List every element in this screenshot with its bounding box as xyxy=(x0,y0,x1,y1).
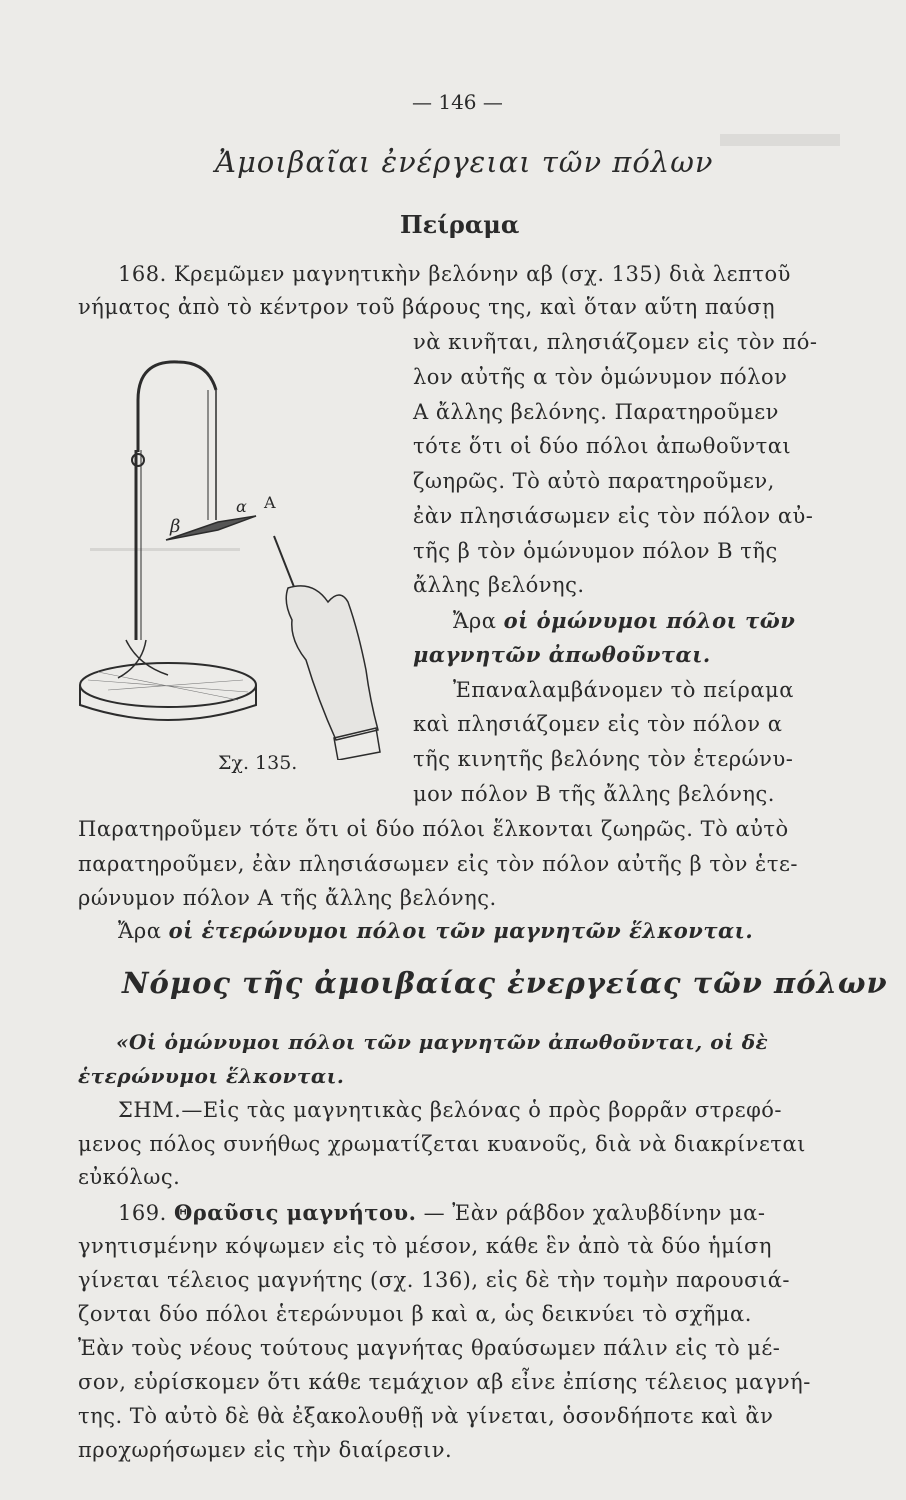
section-title: Ἀμοιβαῖαι ἐνέργειαι τῶν πόλων xyxy=(215,145,714,179)
conclusion-prefix: Ἄρα xyxy=(453,609,497,633)
para169-line: γίνεται τέλειος μαγνήτης (σχ. 136), εἰς δὲ τὴν τομὴν παρουσιά- xyxy=(78,1268,791,1292)
note-line: ΣΗΜ.—Εἰς τὰς μαγνητικὰς βελόνας ὁ πρὸς βορρᾶν στρεφό- xyxy=(118,1098,783,1122)
law-text-line: «Οἱ ὁμώνυμοι πόλοι τῶν μαγνητῶν ἀπωθοῦνται, οἱ δὲ xyxy=(116,1030,769,1054)
para169-line: προχωρήσωμεν εἰς τὴν διαίρεσιν. xyxy=(78,1438,453,1462)
hand xyxy=(286,586,378,740)
law-text-line: ἑτερώνυμοι ἕλκονται. xyxy=(78,1064,345,1088)
repeat-line: Ἐπαναλαμβάνομεν τὸ πείραμα xyxy=(453,678,794,702)
conclusion-2 xyxy=(118,918,753,943)
stand-knob xyxy=(132,454,144,466)
para169-line: της. Τὸ αὐτὸ δὲ θὰ ἐξακολουθῇ νὰ γίνεται, ὁσονδήποτε καὶ ἂν xyxy=(78,1404,774,1428)
conclusion-1-line2: μαγνητῶν ἀπωθοῦνται. xyxy=(413,642,711,667)
para168-full-line: ρώνυμον πόλον Α τῆς ἄλλης βελόνης. xyxy=(78,886,497,910)
conclusion-prefix: Ἄρα xyxy=(118,919,162,943)
para168-right-line: τῆς β τὸν ὁμώνυμον πόλον Β τῆς xyxy=(413,539,778,563)
para169-line: Ἐὰν τοὺς νέους τούτους μαγνήτας θραύσωμεν πάλιν εἰς τὸ μέ- xyxy=(78,1336,781,1360)
bleed-through-mark xyxy=(720,134,840,146)
conclusion-text: οἱ ἑτερώνυμοι πόλοι τῶν μαγνητῶν ἕλκονται. xyxy=(168,918,754,943)
para168-full-line: Παρατηροῦμεν τότε ὅτι οἱ δύο πόλοι ἕλκονται ζωηρῶς. Τὸ αὐτὸ xyxy=(78,817,789,841)
para168-line: 168. Κρεμῶμεν μαγνητικὴν βελόνην αβ (σχ. 135) διὰ λεπτοῦ xyxy=(118,262,791,286)
label-b: β xyxy=(170,516,181,537)
para169-line1-rest: — Ἐὰν ράβδον χαλυβδίνην μα- xyxy=(423,1201,766,1225)
para169-line: σον, εὑρίσκομεν ὅτι κάθε τεμάχιον αβ εἶνε ἐπίσης τέλειος μαγνή- xyxy=(78,1370,811,1394)
figure-135 xyxy=(78,340,408,760)
base-hatching xyxy=(88,672,248,700)
para169-number: 169. xyxy=(118,1201,167,1225)
second-needle xyxy=(274,536,296,592)
note-line: εὐκόλως. xyxy=(78,1165,181,1189)
conclusion-1 xyxy=(453,608,795,633)
figure-caption: Σχ. 135. xyxy=(218,752,298,774)
base-block-side xyxy=(80,685,256,720)
para169-line: γνητισμένην κόψωμεν εἰς τὸ μέσον, κάθε ἓν ἀπὸ τὰ δύο ἡμίση xyxy=(78,1234,772,1258)
para168-right-line: ζωηρῶς. Τὸ αὐτὸ παρατηροῦμεν, xyxy=(413,469,775,493)
para168-right-line: ἐὰν πλησιάσωμεν εἰς τὸν πόλον αὐ- xyxy=(413,504,814,528)
para169-first-line xyxy=(118,1200,765,1225)
conclusion-text: οἱ ὁμώνυμοι πόλοι τῶν xyxy=(503,608,796,633)
page-number: — 146 — xyxy=(412,90,503,114)
stand-hook xyxy=(138,362,216,452)
law-heading: Νόμος τῆς ἀμοιβαίας ἐνεργείας τῶν πόλων xyxy=(122,966,888,1000)
para168-line: νήματος ἀπὸ τὸ κέντρον τοῦ βάρους της, καὶ ὅταν αὕτη παύσῃ xyxy=(78,295,776,319)
para168-right-line: τότε ὅτι οἱ δύο πόλοι ἀπωθοῦνται xyxy=(413,434,792,458)
para168-right-line: Α ἄλλης βελόνης. Παρατηροῦμεν xyxy=(413,400,779,424)
label-A: Α xyxy=(264,493,276,512)
stand-foot xyxy=(118,640,168,678)
base-block xyxy=(80,663,256,707)
repeat-line: καὶ πλησιάζομεν εἰς τὸν πόλον α xyxy=(413,712,783,736)
para168-full-line: παρατηροῦμεν, ἐὰν πλησιάσωμεν εἰς τὸν πόλον αὐτῆς β τὸν ἑτε- xyxy=(78,852,798,876)
para168-right-line: λον αὐτῆς α τὸν ὁμώνυμον πόλον xyxy=(413,365,788,389)
para169-line: ζονται δύο πόλοι ἑτερώνυμοι β καὶ α, ὡς δεικνύει τὸ σχῆμα. xyxy=(78,1302,752,1326)
para168-right-line: νὰ κινῆται, πλησιάζομεν εἰς τὸν πό- xyxy=(413,330,818,354)
note-line: μενος πόλος συνήθως χρωματίζεται κυανοῦς, διὰ νὰ διακρίνεται xyxy=(78,1132,806,1156)
label-a: α xyxy=(236,497,247,516)
repeat-line: μον πόλον Β τῆς ἄλλης βελόνης. xyxy=(413,782,775,806)
para169-heading: Θραῦσις μαγνήτου. xyxy=(173,1200,417,1225)
repeat-line: τῆς κινητῆς βελόνης τὸν ἑτερώνυ- xyxy=(413,747,794,771)
experiment-heading: Πείραμα xyxy=(400,210,520,239)
para168-right-line: ἄλλης βελόνης. xyxy=(413,573,585,597)
